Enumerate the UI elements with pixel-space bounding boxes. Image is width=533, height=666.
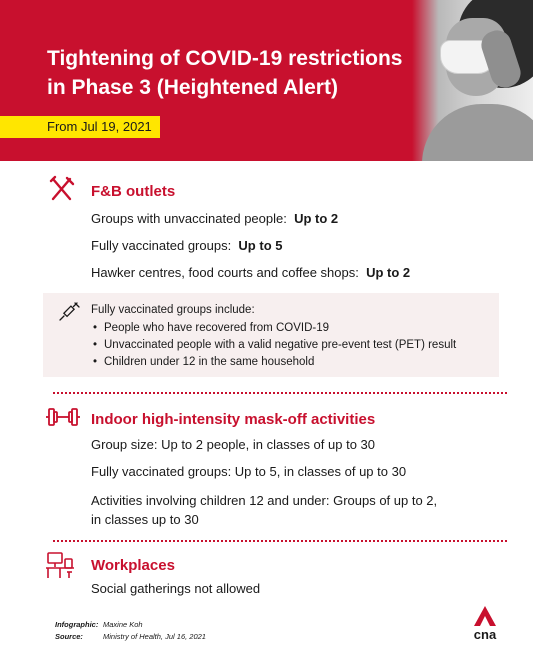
syringe-icon [58, 302, 80, 324]
fnb-line-label: Hawker centres, food courts and coffee shops: [91, 265, 359, 280]
title-line-2: in Phase 3 (Heightened Alert) [47, 76, 338, 99]
credit-label: Infographic: [55, 620, 99, 629]
fnb-line-value: Up to 2 [366, 265, 411, 280]
fnb-line-value: Up to 5 [238, 238, 283, 253]
indoor-line-vaccinated: Fully vaccinated groups: Up to 5, in classes of up to 30 [91, 464, 407, 479]
fnb-line-value: Up to 2 [294, 211, 339, 226]
masked-woman-photo [412, 0, 533, 161]
cna-logo-mark [470, 604, 500, 628]
note-heading: Fully vaccinated groups include: [91, 304, 255, 316]
fnb-line-hawker [91, 265, 410, 280]
fnb-line-vaccinated [91, 238, 282, 253]
title-line-1: Tightening of COVID-19 restrictions [47, 47, 403, 70]
workstation-icon [45, 550, 75, 580]
credit-source [55, 632, 206, 641]
dumbbell-icon [45, 404, 81, 430]
fnb-line-label: Fully vaccinated groups: [91, 238, 232, 253]
page-title [47, 44, 417, 102]
list-item: • Unvaccinated people with a valid negative pre-event test (PET) result [91, 337, 456, 354]
credit-value: Maxine Koh [103, 620, 143, 629]
list-item: • Children under 12 in the same household [91, 354, 456, 371]
credit-value: Ministry of Health, Jul 16, 2021 [103, 632, 206, 641]
workplaces-line: Social gatherings not allowed [91, 581, 261, 596]
cna-logo-text: cna [473, 627, 497, 642]
fnb-section-title: F&B outlets [91, 183, 176, 200]
photo-shoulder [422, 104, 533, 161]
fnb-line-unvaccinated [91, 211, 338, 226]
effective-date: From Jul 19, 2021 [47, 119, 152, 134]
note-bullet-list [91, 320, 456, 371]
list-item: • People who have recovered from COVID-19 [91, 320, 456, 337]
fork-knife-icon [48, 175, 76, 203]
section-divider [53, 392, 507, 394]
indoor-line-children-cont: in classes up to 30 [91, 512, 199, 527]
credit-infographic [55, 620, 143, 629]
fnb-line-label: Groups with unvaccinated people: [91, 211, 287, 226]
workplaces-section-title: Workplaces [91, 557, 175, 574]
indoor-line-children: Activities involving children 12 and under: Groups of up to 2, [91, 493, 438, 508]
header-banner [0, 0, 533, 161]
indoor-section-title: Indoor high-intensity mask-off activities [91, 411, 376, 428]
credit-label: Source: [55, 632, 83, 641]
section-divider [53, 540, 507, 542]
indoor-line-group-size: Group size: Up to 2 people, in classes of up to 30 [91, 437, 376, 452]
